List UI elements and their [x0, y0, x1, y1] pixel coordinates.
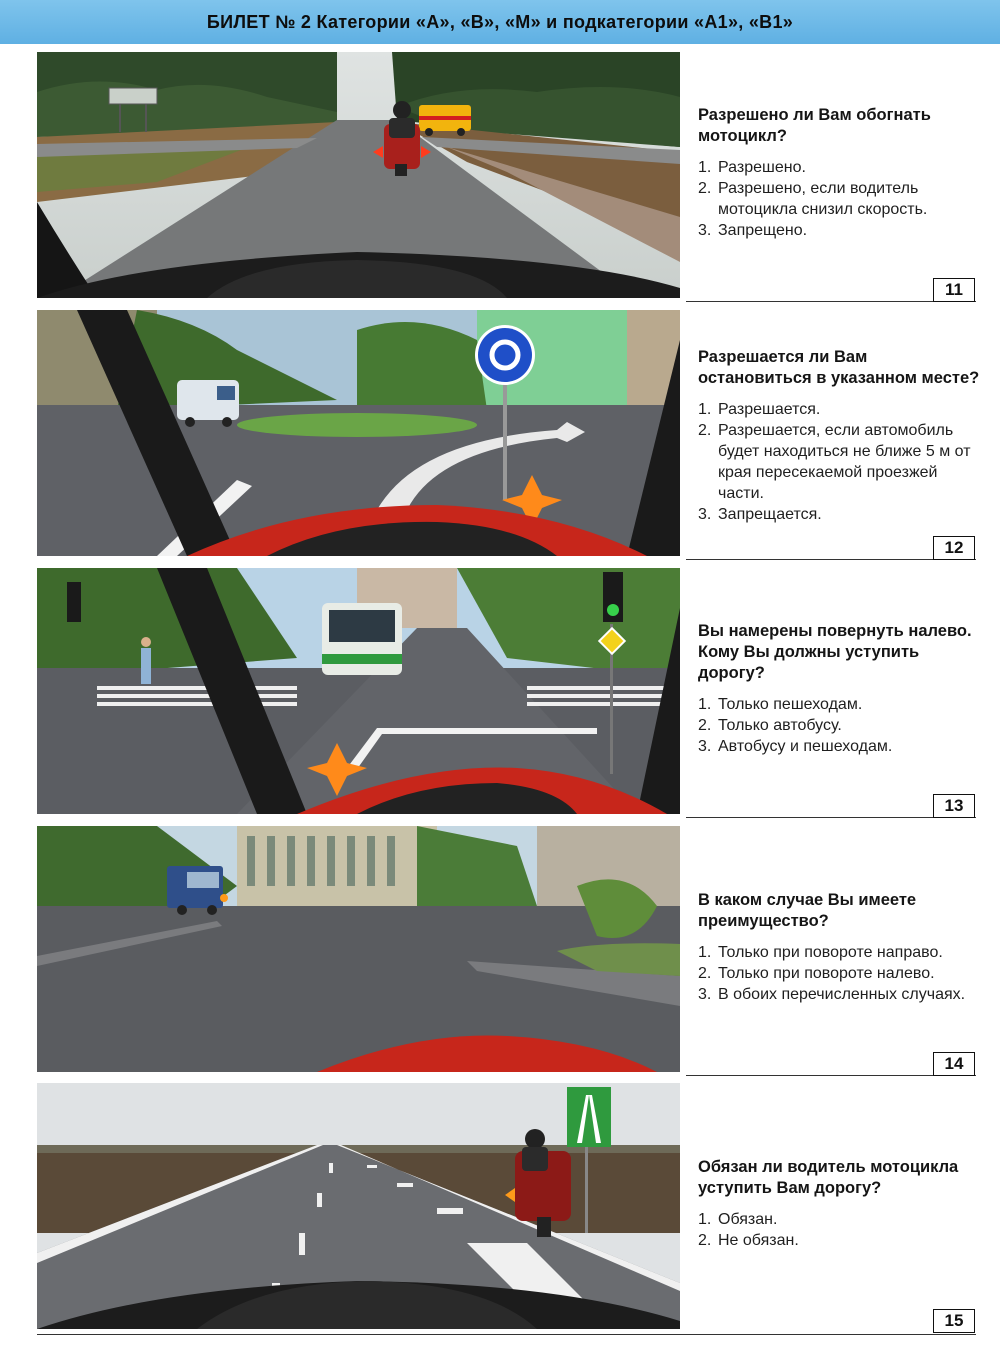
answer-list [698, 694, 983, 757]
answer-text: Не обязан. [718, 1232, 799, 1249]
question-title: В каком случае Вы имеете преимущество? [698, 890, 917, 930]
answer-text: Только при повороте направо. [718, 943, 943, 961]
question-block-12 [0, 310, 1000, 560]
answer-number: 3. [698, 985, 712, 1003]
question-title: Вы намерены повернуть налево. Кому Вы должны уступить дорогу? [698, 622, 972, 682]
answer-number: 3. [698, 222, 712, 239]
page-bottom-divider [37, 1334, 976, 1335]
question-title: Разрешается ли Вам остановиться в указанном месте? [698, 347, 980, 387]
answer-option[interactable] [698, 420, 983, 504]
answer-text: Запрещается. [718, 505, 822, 523]
question-title: Разрешено ли Вам обогнать мотоцикл? [698, 106, 931, 145]
answer-option[interactable] [698, 694, 983, 715]
question-block-15 [0, 1083, 1000, 1333]
answer-option[interactable] [698, 942, 983, 963]
answer-option[interactable] [698, 963, 983, 984]
answer-text: Запрещено. [718, 222, 808, 239]
answer-text: Разрешено. [718, 159, 806, 176]
answer-number: 1. [698, 943, 712, 961]
roundabout-intersection-illustration [37, 310, 680, 556]
answer-number: 3. [698, 738, 712, 755]
question-block-14 [0, 826, 1000, 1076]
ticket-title: БИЛЕТ № 2 Категории «А», «В», «М» и подкатегории «А1», «В1» [206, 11, 794, 32]
answer-option[interactable] [698, 157, 983, 178]
question-text-area [698, 1133, 983, 1275]
answer-number: 1. [698, 400, 712, 418]
answer-option[interactable] [698, 1209, 983, 1230]
answer-option[interactable] [698, 504, 983, 525]
page-header [0, 0, 1000, 44]
question-number-badge: 13 [933, 794, 975, 818]
question-photo [37, 568, 680, 814]
question-number-badge: 12 [933, 536, 975, 560]
question-photo [37, 52, 680, 298]
answer-list [698, 157, 983, 241]
question-photo [37, 826, 680, 1072]
answer-text: Только при повороте налево. [718, 964, 935, 982]
t-intersection-truck-illustration [37, 826, 680, 1072]
question-text-area [698, 618, 983, 760]
answer-text: Только автобусу. [718, 717, 842, 734]
highway-motorcycle-illustration [37, 1083, 680, 1329]
answer-number: 1. [698, 696, 712, 713]
question-text-area [698, 318, 983, 553]
signalized-intersection-bus-illustration [37, 568, 680, 814]
answer-number: 2. [698, 964, 712, 982]
answer-text: В обоих перечисленных случаях. [718, 985, 966, 1003]
question-photo [37, 1083, 680, 1329]
answer-text: Разрешается, если автомобиль будет находиться не ближе 5 м от края пересекаемой проезжей части. [718, 421, 971, 502]
question-number-badge: 15 [933, 1309, 975, 1333]
answer-number: 2. [698, 421, 712, 439]
answer-option[interactable] [698, 715, 983, 736]
answer-list [698, 1209, 983, 1251]
question-block-11 [0, 52, 1000, 302]
question-photo [37, 310, 680, 556]
answer-number: 3. [698, 505, 712, 523]
answer-option[interactable] [698, 399, 983, 420]
answer-option[interactable] [698, 220, 983, 241]
answer-option[interactable] [698, 736, 983, 757]
rural-road-motorcycle-illustration [37, 52, 680, 298]
question-number-badge: 14 [933, 1052, 975, 1076]
answer-text: Разрешено, если водитель мотоцикла снизил скорость. [718, 180, 928, 218]
answer-number: 2. [698, 1232, 712, 1249]
question-text-area [698, 876, 983, 1018]
answer-list [698, 399, 983, 525]
answer-text: Автобусу и пешеходам. [718, 738, 893, 755]
question-text-area [698, 102, 983, 244]
answer-number: 1. [698, 159, 712, 176]
answer-list [698, 942, 983, 1005]
answer-option[interactable] [698, 178, 983, 220]
question-title: Обязан ли водитель мотоцикла уступить Вам дорогу? [698, 1158, 959, 1197]
answer-option[interactable] [698, 984, 983, 1005]
question-number-badge: 11 [933, 278, 975, 302]
answer-option[interactable] [698, 1230, 983, 1251]
answer-text: Только пешеходам. [718, 696, 863, 713]
answer-text: Разрешается. [718, 400, 821, 418]
answer-number: 1. [698, 1211, 712, 1228]
answer-number: 2. [698, 717, 712, 734]
question-block-13 [0, 568, 1000, 818]
answer-text: Обязан. [718, 1211, 778, 1228]
answer-number: 2. [698, 180, 712, 197]
